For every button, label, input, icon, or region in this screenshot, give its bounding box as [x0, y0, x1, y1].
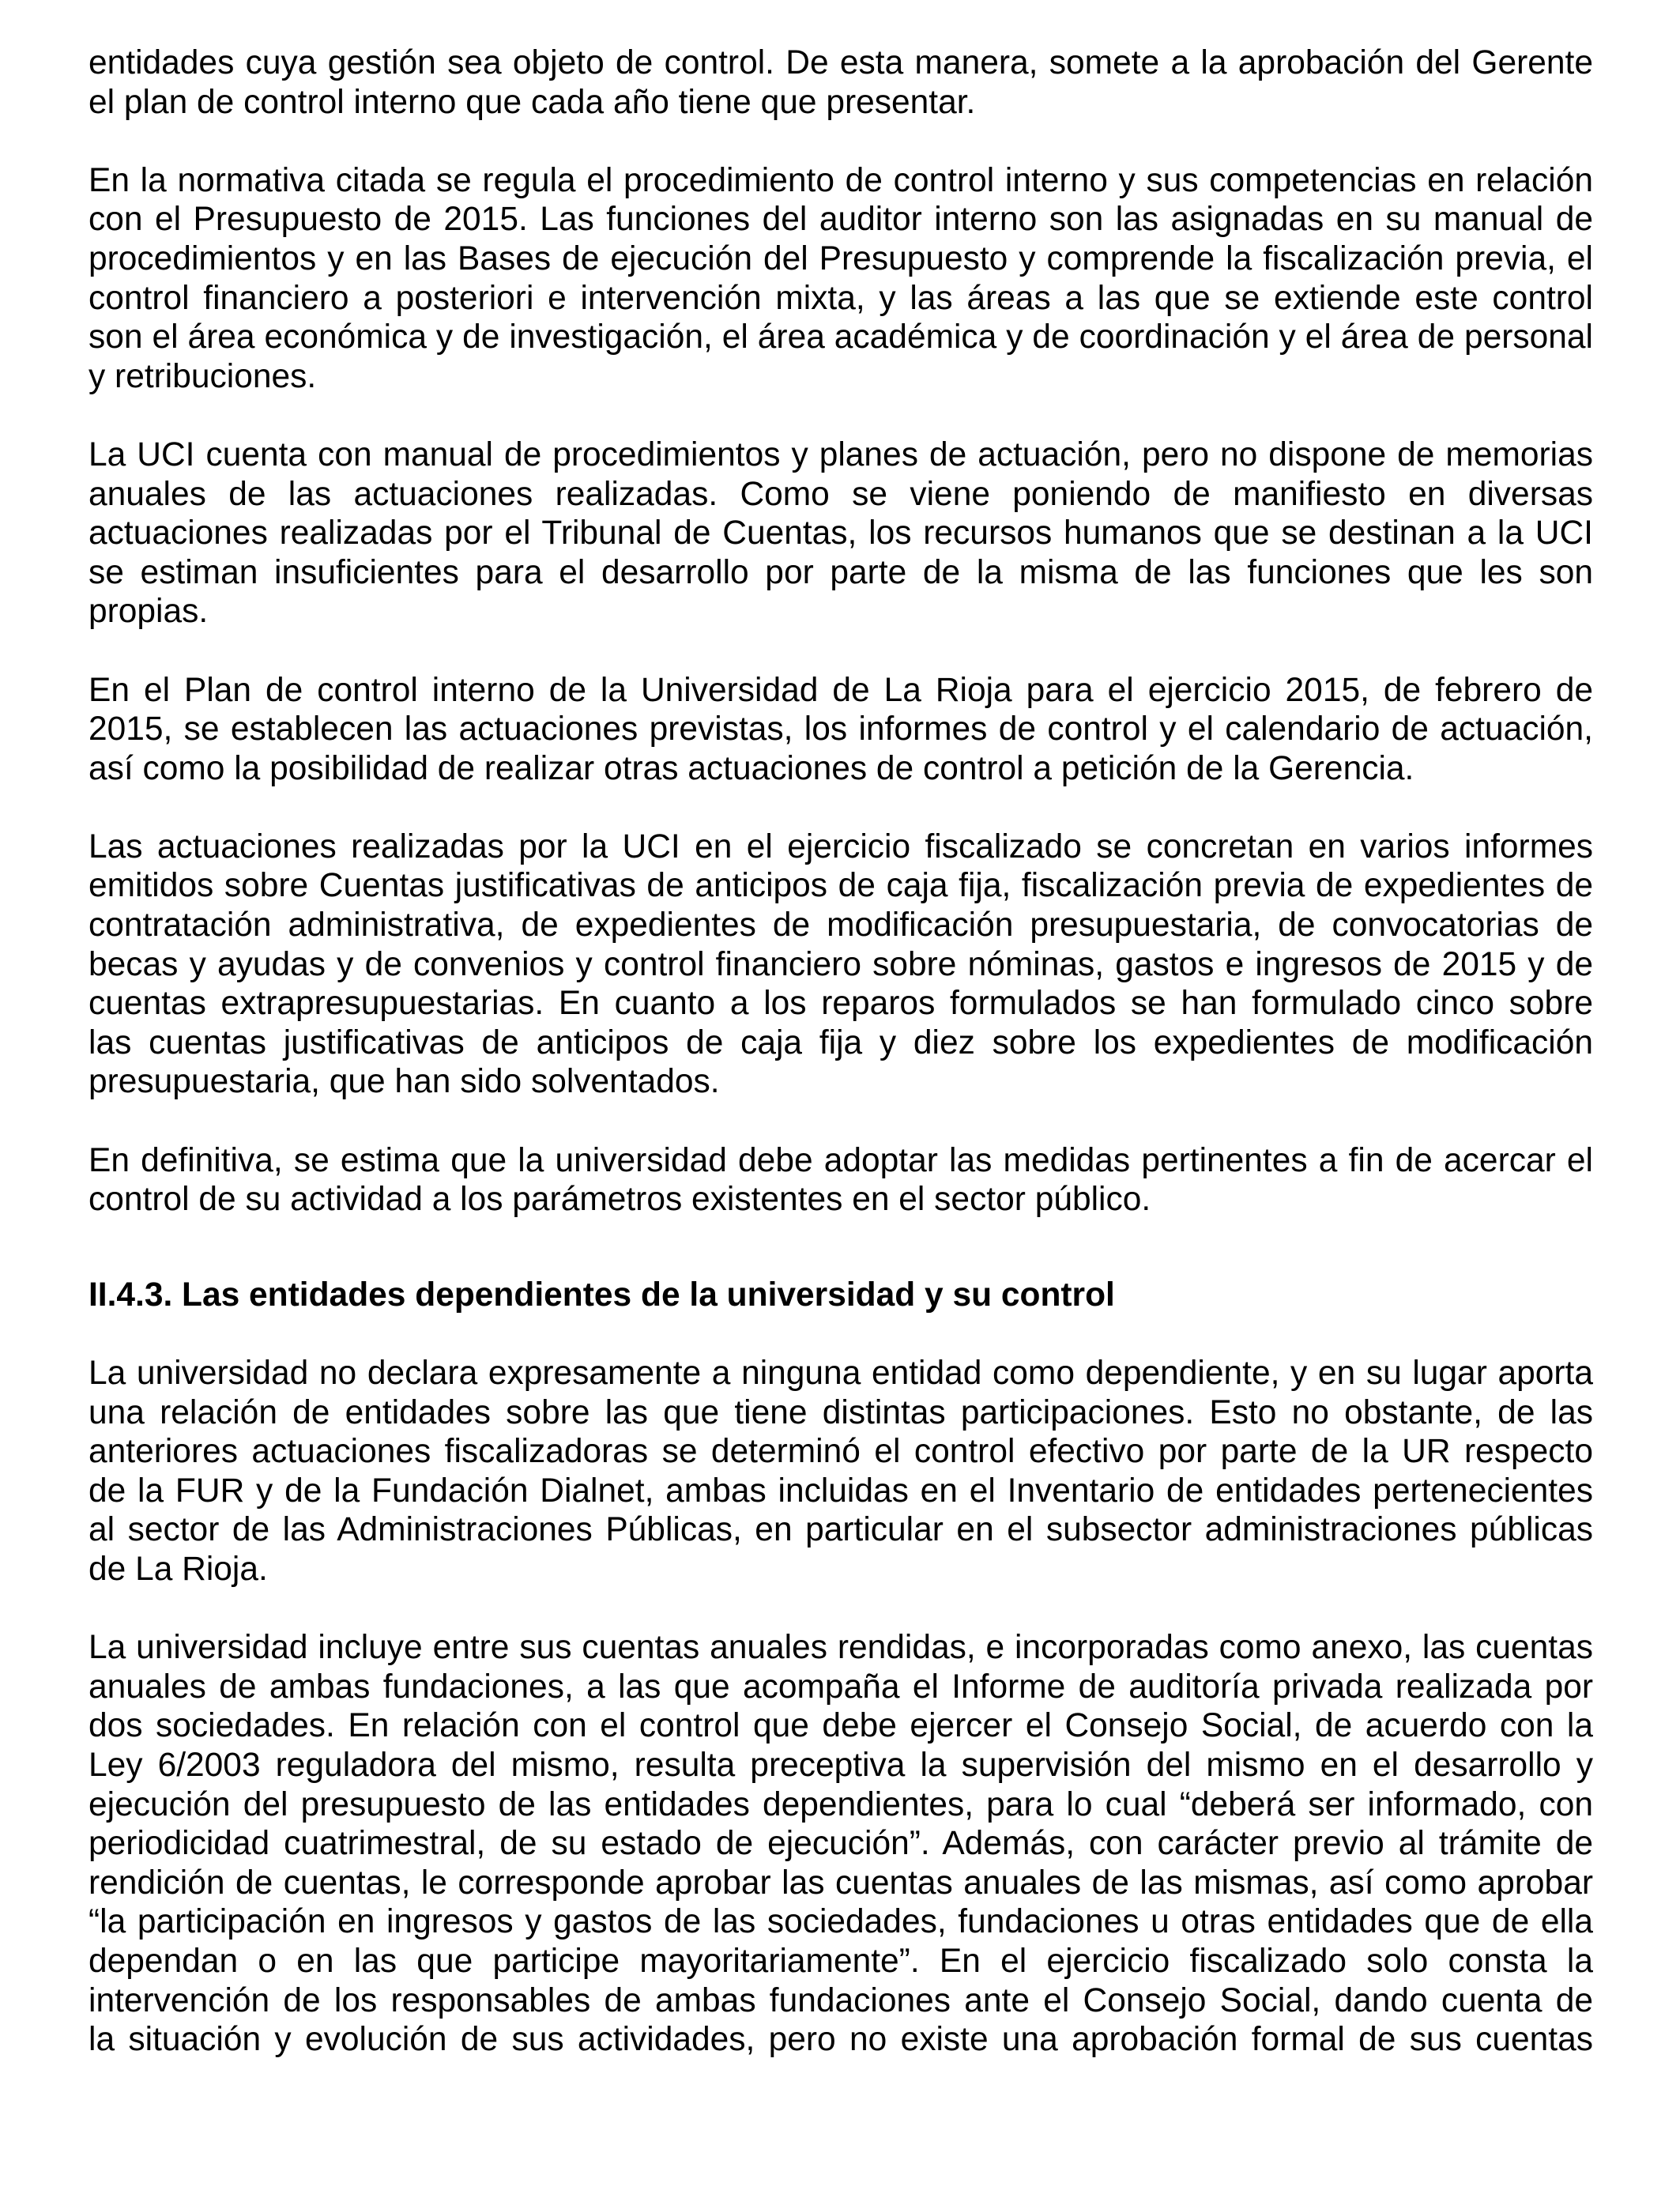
text-line: son el área económica y de investigación, el área académica y de coordinación y el área de personal [89, 319, 1593, 356]
text-line: La universidad incluye entre sus cuentas anuales rendidas, e incorporadas como anexo, las cuentas [89, 1629, 1593, 1667]
text-line: periodicidad cuatrimestral, de su estado de ejecución”. Además, con carácter previo al trámite de [89, 1825, 1593, 1863]
text-line: y retribuciones. [89, 357, 317, 395]
text-line: entidades cuya gestión sea objeto de control. De esta manera, somete a la aprobación del Gerente [89, 44, 1593, 81]
text-line: al sector de las Administraciones Públicas, en particular en el subsector administraciones públicas [89, 1511, 1593, 1549]
paragraph [89, 161, 1593, 397]
text-line: En definitiva, se estima que la universidad debe adoptar las medidas pertinentes a fin de acercar el [89, 1141, 1593, 1179]
text-line: control de su actividad a los parámetros existentes en el sector público. [89, 1181, 1151, 1219]
paragraph [89, 1354, 1593, 1589]
text-line: de La Rioja. [89, 1550, 268, 1588]
paragraph [89, 43, 1593, 122]
text-line: control financiero a posteriori e intervención mixta, y las áreas a las que se extiende este control [89, 279, 1593, 317]
text-line: cuentas extrapresupuestarias. En cuanto a los reparos formulados se han formulado cinco sobre [89, 985, 1593, 1023]
paragraph [89, 435, 1593, 631]
text-line: la situación y evolución de sus actividades, pero no existe una aprobación formal de sus cuentas [89, 2021, 1593, 2059]
text-line: “la participación en ingresos y gastos de las sociedades, fundaciones u otras entidades que de ella [89, 1903, 1593, 1941]
text-line: intervención de los responsables de ambas fundaciones ante el Consejo Social, dando cuenta de [89, 1981, 1593, 2019]
text-line: anuales de ambas fundaciones, a las que acompaña el Informe de auditoría privada realizada por [89, 1668, 1593, 1706]
text-line: La universidad no declara expresamente a ninguna entidad como dependiente, y en su lugar aporta [89, 1355, 1593, 1392]
text-line: actuaciones realizadas por el Tribunal de Cuentas, los recursos humanos que se destinan a la UCI [89, 515, 1593, 552]
section-number: II.4.3. [89, 1276, 173, 1314]
text-line: presupuestaria, que han sido solventados. [89, 1063, 720, 1101]
section-title: Las entidades dependientes de la universidad y su control [182, 1276, 1115, 1314]
text-line: En el Plan de control interno de la Universidad de La Rioja para el ejercicio 2015, de febrero de [89, 671, 1593, 709]
text-line: dos sociedades. En relación con el control que debe ejercer el Consejo Social, de acuerdo con la [89, 1707, 1593, 1745]
section-heading [89, 1276, 1593, 1315]
text-line: 2015, se establecen las actuaciones previstas, los informes de control y el calendario de actuación, [89, 711, 1593, 748]
text-line: procedimientos y en las Bases de ejecución del Presupuesto y comprende la fiscalización previa, el [89, 239, 1593, 277]
text-line: una relación de entidades sobre las que tiene distintas participaciones. Esto no obstante, de las [89, 1393, 1593, 1431]
text-line: ejecución del presupuesto de las entidades dependientes, para lo cual “deberá ser informado, con [89, 1785, 1593, 1823]
text-line: En la normativa citada se regula el procedimiento de control interno y sus competencias en relación [89, 161, 1593, 199]
paragraph [89, 1628, 1593, 2060]
paragraph [89, 1141, 1593, 1220]
text-line: así como la posibilidad de realizar otras actuaciones de control a petición de la Gerencia. [89, 749, 1414, 787]
text-line: emitidos sobre Cuentas justificativas de anticipos de caja fija, fiscalización previa de expedientes de [89, 867, 1593, 905]
text-line: becas y ayudas y de convenios y control financiero sobre nóminas, gastos e ingresos de 2015 y de [89, 945, 1593, 983]
document-body [89, 43, 1593, 2098]
text-line: anuales de las actuaciones realizadas. Como se viene poniendo de manifiesto en diversas [89, 475, 1593, 513]
text-line: propias. [89, 593, 209, 631]
text-line: anteriores actuaciones fiscalizadoras se determinó el control efectivo por parte de la UR respecto [89, 1433, 1593, 1471]
text-line: el plan de control interno que cada año tiene que presentar. [89, 83, 976, 121]
text-line: con el Presupuesto de 2015. Las funciones del auditor interno son las asignadas en su manual de [89, 201, 1593, 239]
paragraph [89, 827, 1593, 1102]
text-line: de la FUR y de la Fundación Dialnet, ambas incluidas en el Inventario de entidades pertenecientes [89, 1472, 1593, 1510]
text-line: dependan o en las que participe mayoritariamente”. En el ejercicio fiscalizado solo consta la [89, 1942, 1593, 1980]
text-line: rendición de cuentas, le corresponde aprobar las cuentas anuales de las mismas, así como aprobar [89, 1864, 1593, 1902]
text-line: las cuentas justificativas de anticipos de caja fija y diez sobre los expedientes de modificación [89, 1023, 1593, 1061]
text-line: La UCI cuenta con manual de procedimientos y planes de actuación, pero no dispone de memorias [89, 435, 1593, 473]
text-line: Las actuaciones realizadas por la UCI en el ejercicio fiscalizado se concretan en varios informes [89, 827, 1593, 865]
paragraph [89, 671, 1593, 789]
text-line: se estiman insuficientes para el desarrollo por parte de la misma de las funciones que les son [89, 553, 1593, 591]
text-line: Ley 6/2003 reguladora del mismo, resulta preceptiva la supervisión del mismo en el desarrollo y [89, 1746, 1593, 1784]
text-line: contratación administrativa, de expedientes de modificación presupuestaria, de convocatorias de [89, 907, 1593, 944]
